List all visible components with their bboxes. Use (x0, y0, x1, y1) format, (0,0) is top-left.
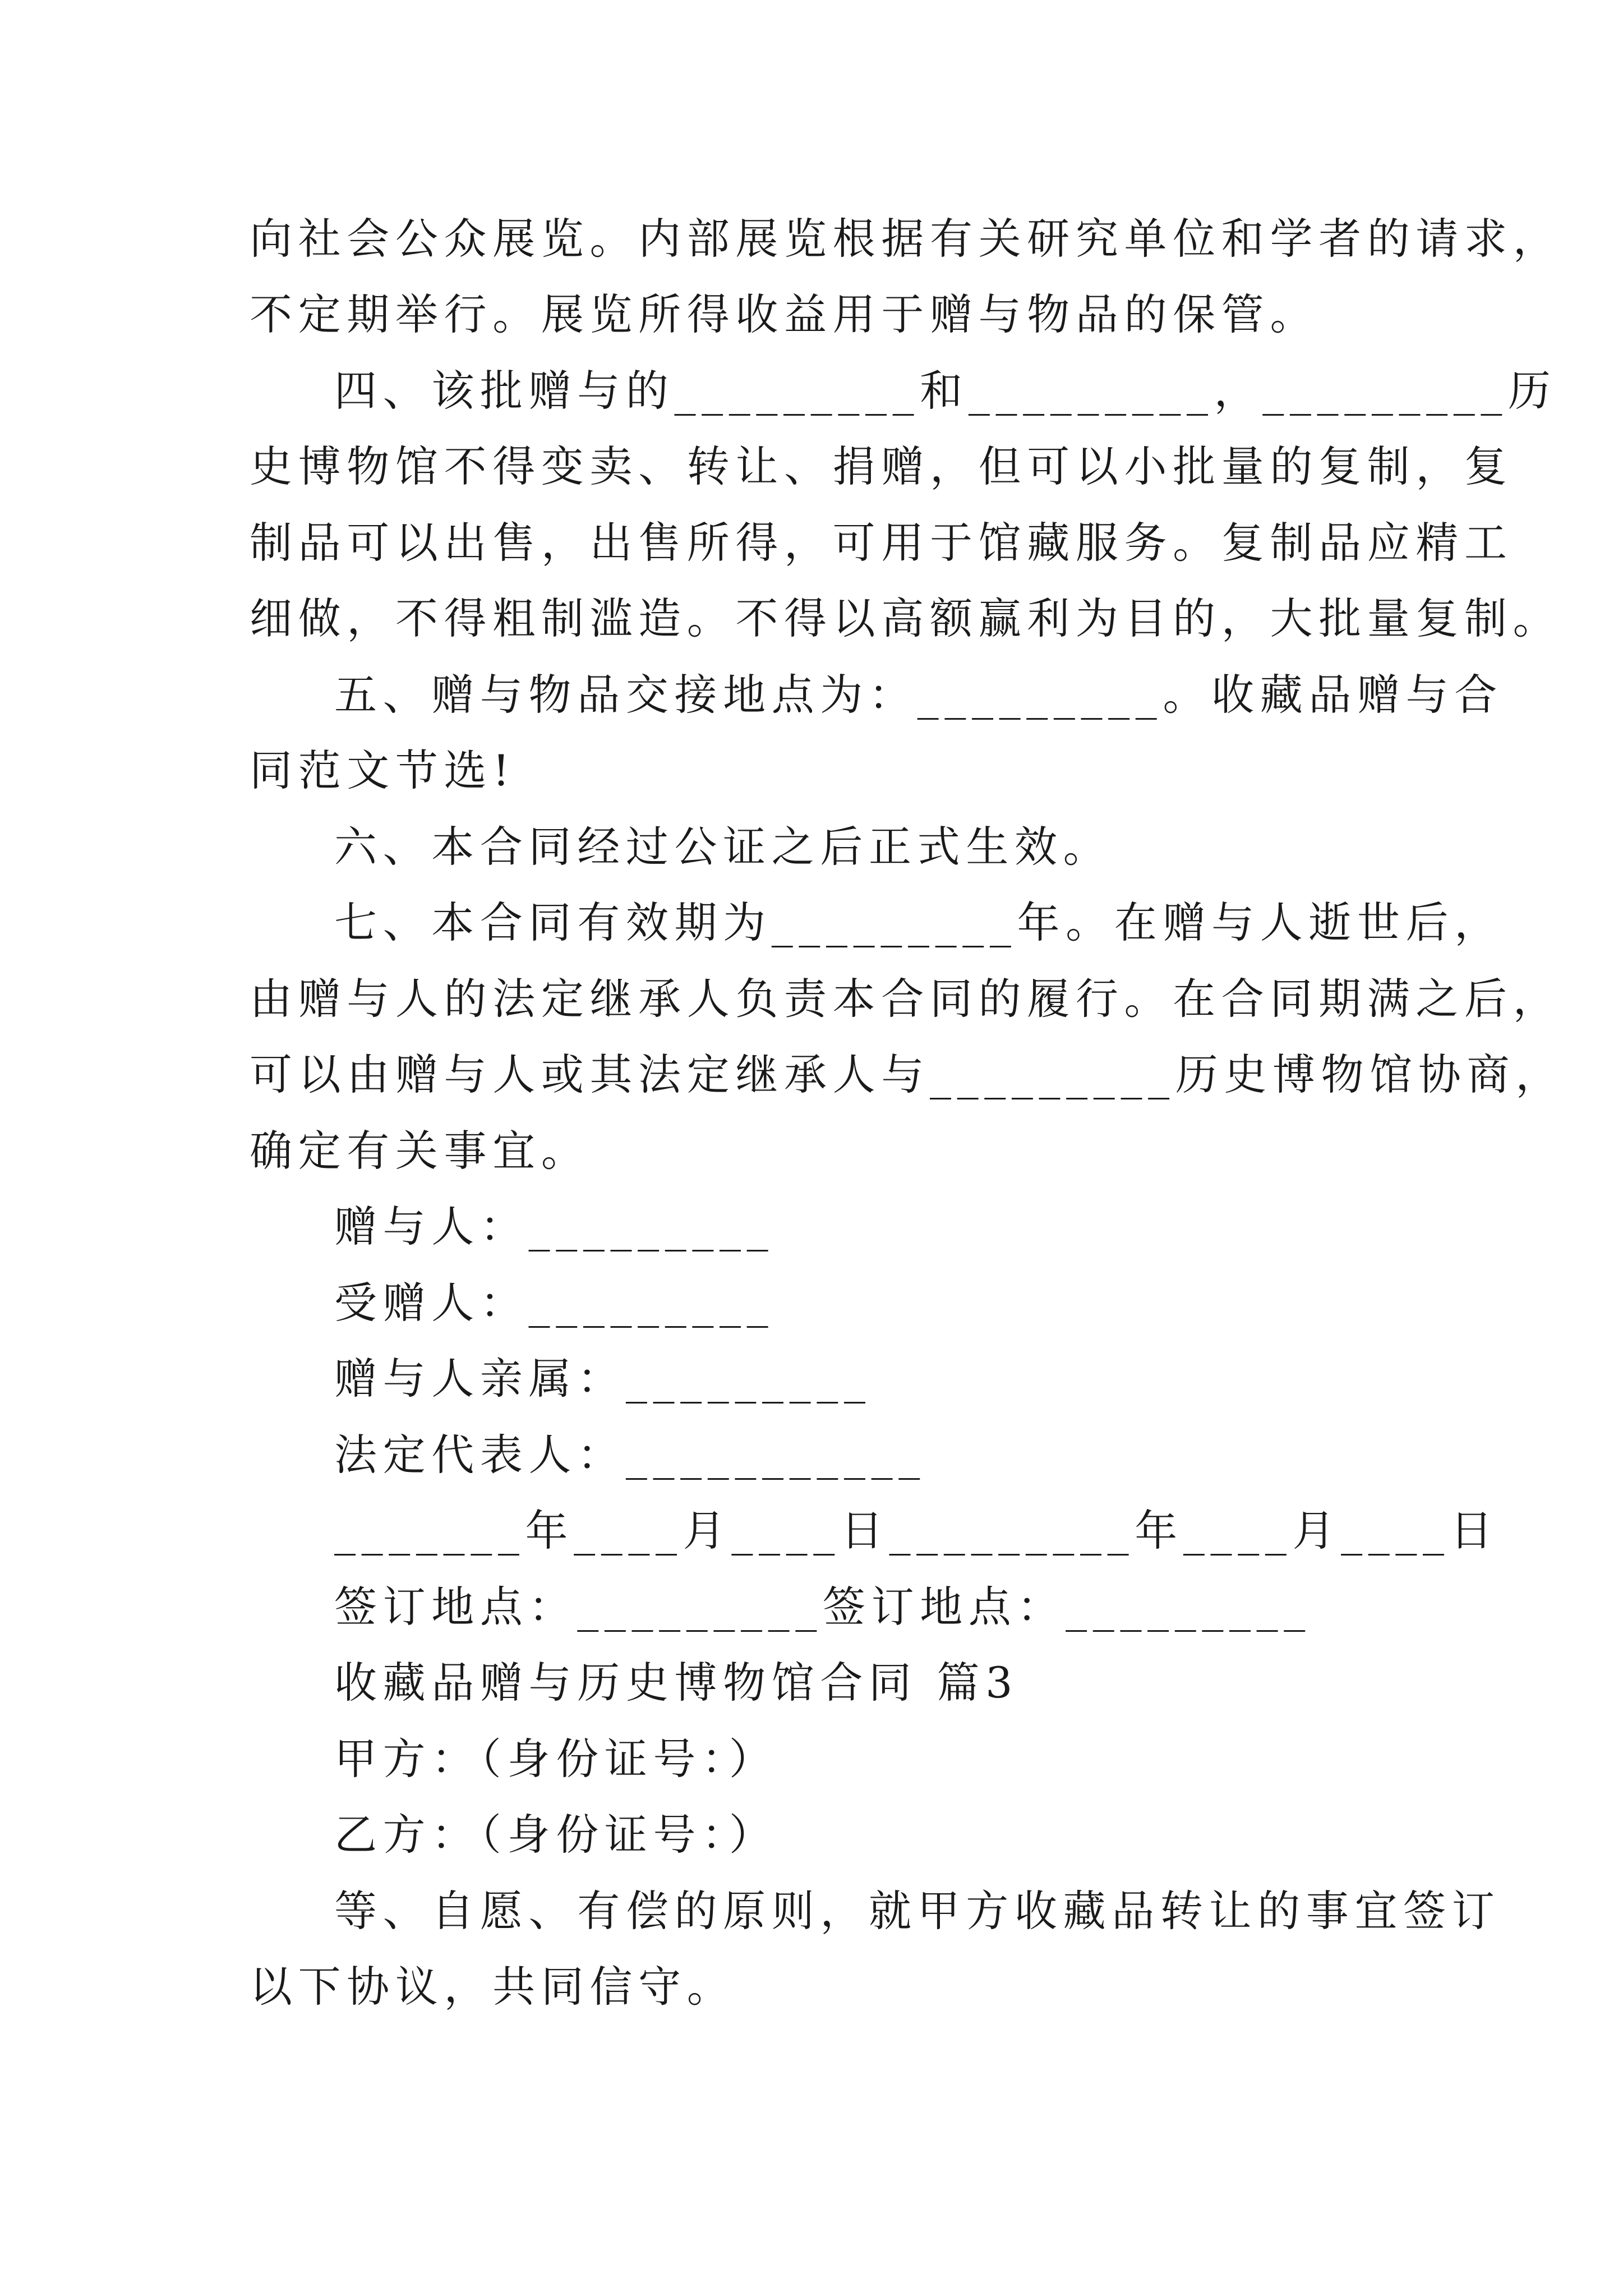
paragraph-line: 向社会公众展览。内部展览根据有关研究单位和学者的请求， (250, 214, 1562, 264)
section-heading: 收藏品赠与历史博物馆合同 篇3 (334, 1658, 1019, 1708)
signature-recipient: 受赠人：_________ (334, 1278, 774, 1328)
signature-donor: 赠与人：_________ (334, 1202, 774, 1251)
paragraph-line: 不定期举行。展览所得收益用于赠与物品的保管。 (250, 289, 1319, 339)
clause-five-line: 五、赠与物品交接地点为：_________。收藏品赠与合 (334, 670, 1503, 720)
signature-dates: _______年____月____日_________年____月____日 (334, 1506, 1499, 1556)
party-b: 乙方：（身份证号：） (334, 1810, 778, 1860)
signature-legal-representative: 法定代表人：___________ (334, 1430, 926, 1480)
paragraph-line: 等、自愿、有偿的原则，就甲方收藏品转让的事宜签订 (334, 1886, 1501, 1936)
clause-four-line: 四、该批赠与的_________和_________，_________历 (334, 366, 1557, 416)
signature-places: 签订地点：_________签订地点：_________ (334, 1582, 1311, 1632)
paragraph-line: 细做，不得粗制滥造。不得以高额赢利为目的，大批量复制。 (250, 593, 1562, 643)
party-a: 甲方：（身份证号：） (334, 1734, 778, 1784)
paragraph-line: 由赠与人的法定继承人负责本合同的履行。在合同期满之后， (250, 974, 1562, 1024)
clause-seven-line: 七、本合同有效期为_________年。在赠与人逝世后， (334, 898, 1503, 947)
paragraph-line: 史博物馆不得变卖、转让、捐赠，但可以小批量的复制，复 (250, 441, 1513, 491)
paragraph-line: 可以由赠与人或其法定继承人与_________历史博物馆协商， (250, 1050, 1564, 1099)
paragraph-line: 确定有关事宜。 (250, 1126, 590, 1176)
paragraph-line: 以下协议，共同信守。 (250, 1962, 736, 2012)
clause-six-line: 六、本合同经过公证之后正式生效。 (334, 822, 1112, 872)
paragraph-line: 制品可以出售，出售所得，可用于馆藏服务。复制品应精工 (250, 518, 1513, 568)
paragraph-line: 同范文节选! (250, 746, 516, 795)
signature-donor-relative: 赠与人亲属：_________ (334, 1354, 872, 1404)
